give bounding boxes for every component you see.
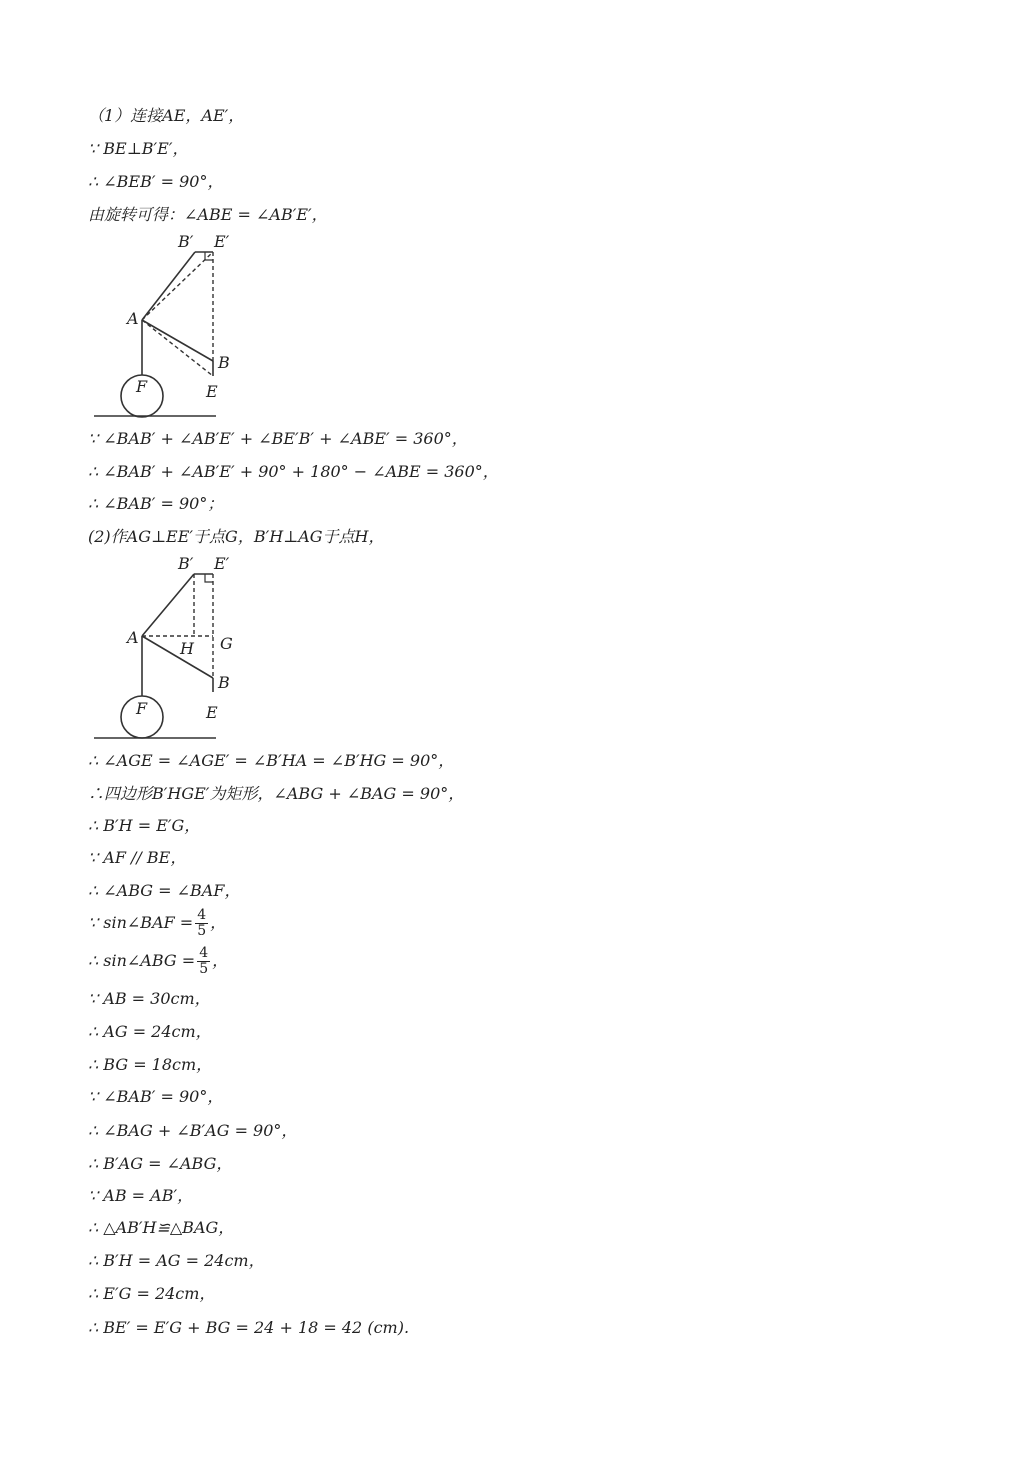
fraction bbox=[195, 908, 208, 939]
geometry-figure-1 bbox=[88, 228, 228, 420]
right-angle-mark bbox=[205, 574, 213, 582]
solution-line: ∴ ∠BAB′ = 90°； bbox=[88, 494, 224, 513]
solution-line: ∴ ∠ABG = ∠BAF， bbox=[88, 881, 241, 900]
solution-line: ∴ B′H = E′G， bbox=[88, 816, 201, 835]
solution-line: ∵ AB = AB′， bbox=[88, 1186, 194, 1205]
label-B-prime: B′ bbox=[178, 554, 194, 573]
label-E-prime: E′ bbox=[214, 232, 230, 251]
segment-AB bbox=[142, 636, 213, 678]
label-B: B bbox=[218, 353, 230, 372]
fraction bbox=[197, 946, 210, 977]
label-F: F bbox=[136, 699, 148, 718]
label-E: E bbox=[206, 703, 218, 722]
label-A: A bbox=[127, 309, 139, 328]
solution-line: ∴ △AB′H≌△BAG， bbox=[88, 1218, 235, 1237]
fraction-line bbox=[88, 944, 228, 978]
fraction-denominator: 5 bbox=[199, 960, 209, 977]
solution-line: ∵ AF // BE， bbox=[88, 848, 187, 867]
solution-line: ∴ BG = 18cm， bbox=[88, 1055, 213, 1074]
solution-line: ∴ ∠BAG + ∠B′AG = 90°， bbox=[88, 1121, 298, 1140]
segment-AB-prime bbox=[142, 574, 194, 636]
label-E: E bbox=[206, 382, 218, 401]
solution-line: ∴ BE′ = E′G + BG = 24 + 18 = 42 (cm). bbox=[88, 1318, 410, 1337]
fraction-suffix: ， bbox=[210, 913, 227, 932]
fraction-prefix: ∴ sin∠ABG = bbox=[88, 951, 196, 970]
solution-line: ∵ ∠BAB′ + ∠AB′E′ + ∠BE′B′ + ∠ABE′ = 360°， bbox=[88, 429, 468, 448]
solution-line: ∴ AG = 24cm， bbox=[88, 1022, 212, 1041]
fraction-prefix: ∵ sin∠BAF = bbox=[88, 913, 194, 932]
solution-line: (2)作AG⊥EE′于点G，B′H⊥AG于点H， bbox=[88, 527, 385, 546]
geometry-figure-2 bbox=[88, 550, 233, 742]
solution-line: ∵ ∠BAB′ = 90°， bbox=[88, 1087, 224, 1106]
solution-line: ∴ E′G = 24cm， bbox=[88, 1284, 216, 1303]
solution-line: ∴ ∠BAB′ + ∠AB′E′ + 90° + 180° − ∠ABE = 360°， bbox=[88, 462, 499, 481]
segment-AB-prime bbox=[142, 252, 195, 320]
solution-line: ∴ ∠AGE = ∠AGE′ = ∠B′HA = ∠B′HG = 90°， bbox=[88, 751, 455, 770]
solution-line: ∴四边形B′HGE′为矩形，∠ABG + ∠BAG = 90°， bbox=[88, 784, 465, 803]
solution-line: ∴ ∠BEB′ = 90°， bbox=[88, 172, 224, 191]
label-B-prime: B′ bbox=[178, 232, 194, 251]
fraction-denominator: 5 bbox=[197, 922, 207, 939]
label-E-prime: E′ bbox=[214, 554, 230, 573]
solution-line: ∴ B′AG = ∠ABG， bbox=[88, 1154, 233, 1173]
solution-line: ∵ AB = 30cm， bbox=[88, 989, 211, 1008]
dashed-AE-prime bbox=[142, 252, 213, 320]
fraction-numerator: 4 bbox=[197, 906, 207, 923]
solution-line: ∵ BE⊥B′E′， bbox=[88, 139, 189, 158]
label-G: G bbox=[220, 634, 233, 653]
label-A: A bbox=[127, 628, 139, 647]
solution-line: ∴ B′H = AG = 24cm， bbox=[88, 1251, 265, 1270]
fraction-numerator: 4 bbox=[199, 944, 209, 961]
label-B: B bbox=[218, 673, 230, 692]
label-H: H bbox=[180, 639, 194, 658]
solution-line: 由旋转可得：∠ABE = ∠AB′E′， bbox=[88, 205, 328, 224]
segment-AB bbox=[142, 320, 213, 361]
fraction-line bbox=[88, 906, 226, 940]
fraction-suffix: ， bbox=[212, 951, 229, 970]
dashed-AE bbox=[142, 320, 213, 376]
label-F: F bbox=[136, 377, 148, 396]
solution-line: （1）连接AE，AE′， bbox=[88, 106, 245, 125]
